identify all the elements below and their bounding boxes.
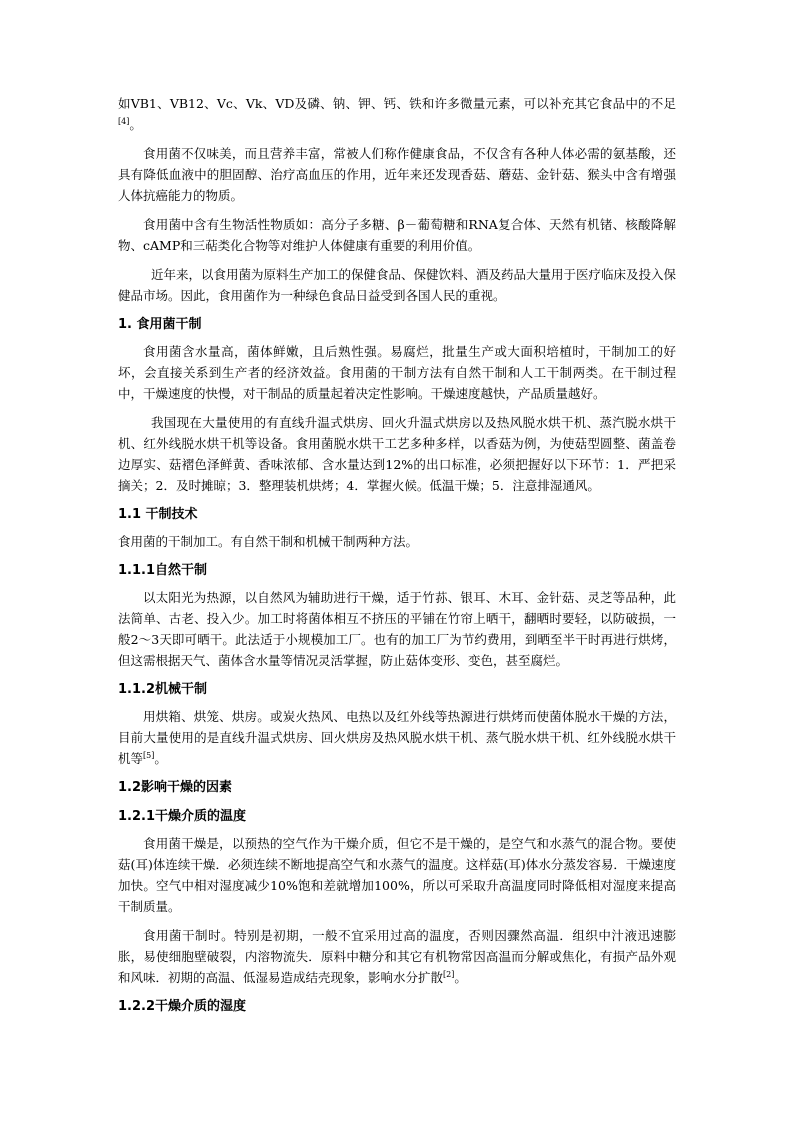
heading-1-drying: 1. 食用菌干制: [118, 317, 202, 332]
paragraph-drying-intro: 食用菌含水量高，菌体鲜嫩，且后熟性强。易腐烂，批量生产或大面积培植时，干制加工的好坏，会直接关系到生产者的经济效益。食用菌的干制方法有自然干制和人工干制两类。在干制过程中，干燥速度的快慢，对干制品的质量起着决定性影响。干燥速度越快，产品质量越好。: [118, 344, 676, 401]
document-body: [118, 93, 676, 1017]
paragraph-equipment: 我国现在大量使用的有直线升温式烘房、回火升温式烘房以及热风脱水烘干机、蒸汽脱水烘干机、红外线脱水烘干机等设备。食用菌脱水烘干工艺多种多样，以香菇为例，为使菇型圆整、菌盖卷边厚实、菇褶色泽鲜黄、香味浓郁、含水量达到12%的出口标准，必须把握好以下环节：1．严把采摘关；2．及时摊晾；3．整理装机烘烤；4．掌握火候。低温干燥；5．注意排湿通风。: [118, 415, 676, 493]
paragraph-vitamins: 如VB1、VB12、Vc、Vk、VD及磷、钠、钾、钙、铁和许多微量元素，可以补充其它食品中的不足[4]。: [118, 96, 676, 132]
citation-5: [5]: [143, 750, 155, 760]
paragraph-natural-drying: 以太阳光为热源，以自然风为辅助进行干燥，适于竹荪、银耳、木耳、金针菇、灵芝等品种，此法简单、古老、投入少。加工时将菌体相互不挤压的平铺在竹帘上晒干，翻晒时要轻，以防破损，一般2～3天即可晒干。此法适于小规模加工厂。也有的加工厂为节约费用，到晒至半干时再进行烘烤，但这需根据天气、菌体含水量等情况灵活掌握，防止菇体变形、变色，甚至腐烂。: [118, 590, 676, 668]
heading-1-2: 1.2影响干燥的因素: [118, 780, 233, 795]
citation-2: [2]: [443, 969, 455, 979]
paragraph-drying-methods: 食用菌的干制加工。有自然干制和机械干制两种方法。: [118, 534, 419, 549]
paragraph-temperature: 食用菌干燥是，以预热的空气作为干燥介质，但它不是干燥的，是空气和水蒸气的混合物。要使菇(耳)体连续干燥．必须连续不断地提高空气和水蒸气的温度。这样菇(耳)体水分蒸发容易．干燥速度加快。空气中相对湿度减少10%饱和差就增加100%，所以可采取升高温度同时降低相对湿度来提高干制质量。: [118, 836, 676, 914]
paragraph-health-food: 食用菌不仅味美，而且营养丰富，常被人们称作健康食品，不仅含有各种人体必需的氨基酸，还具有降低血液中的胆固醇、治疗高血压的作用，近年来还发现香菇、蘑菇、金针菇、猴头中含有增强人体抗癌能力的物质。: [118, 146, 676, 203]
heading-1-1-1: 1.1.1自然干制: [118, 563, 208, 578]
citation-4: [4]: [118, 116, 130, 126]
paragraph-mechanical-drying: 用烘箱、烘笼、烘房。或炭火热风、电热以及红外线等热源进行烘烤而使菌体脱水干燥的方法，目前大量使用的是直线升温式烘房、回火烘房及热风脱水烘干机、蒸气脱水烘干机、红外线脱水烘干机等[5]。: [118, 709, 676, 766]
paragraph-bioactive: 食用菌中含有生物活性物质如：高分子多糖、β－葡萄糖和RNA复合体、天然有机锗、核酸降解物、cAMP和三萜类化合物等对维护人体健康有重要的利用价值。: [118, 217, 676, 253]
paragraph-initial-drying: 食用菌干制时。特别是初期，一般不宜采用过高的温度，否则因骤然高温．组织中汁液迅速膨胀，易使细胞壁破裂，内溶物流失．原料中糖分和其它有机物常因高温而分解或焦化，有损产品外观和风味．初期的高温、低湿易造成结壳现象，影响水分扩散[2]。: [118, 928, 676, 985]
paragraph-health-products: 近年来，以食用菌为原料生产加工的保健食品、保健饮料、酒及药品大量用于医疗临床及投入保健品市场。因此，食用菌作为一种绿色食品日益受到各国人民的重视。: [118, 267, 677, 303]
heading-1-2-2: 1.2.2干燥介质的湿度: [118, 999, 247, 1014]
heading-1-1-2: 1.1.2机械干制: [118, 682, 208, 697]
heading-1-2-1: 1.2.1干燥介质的温度: [118, 809, 247, 824]
heading-1-1: 1.1 干制技术: [118, 507, 198, 522]
